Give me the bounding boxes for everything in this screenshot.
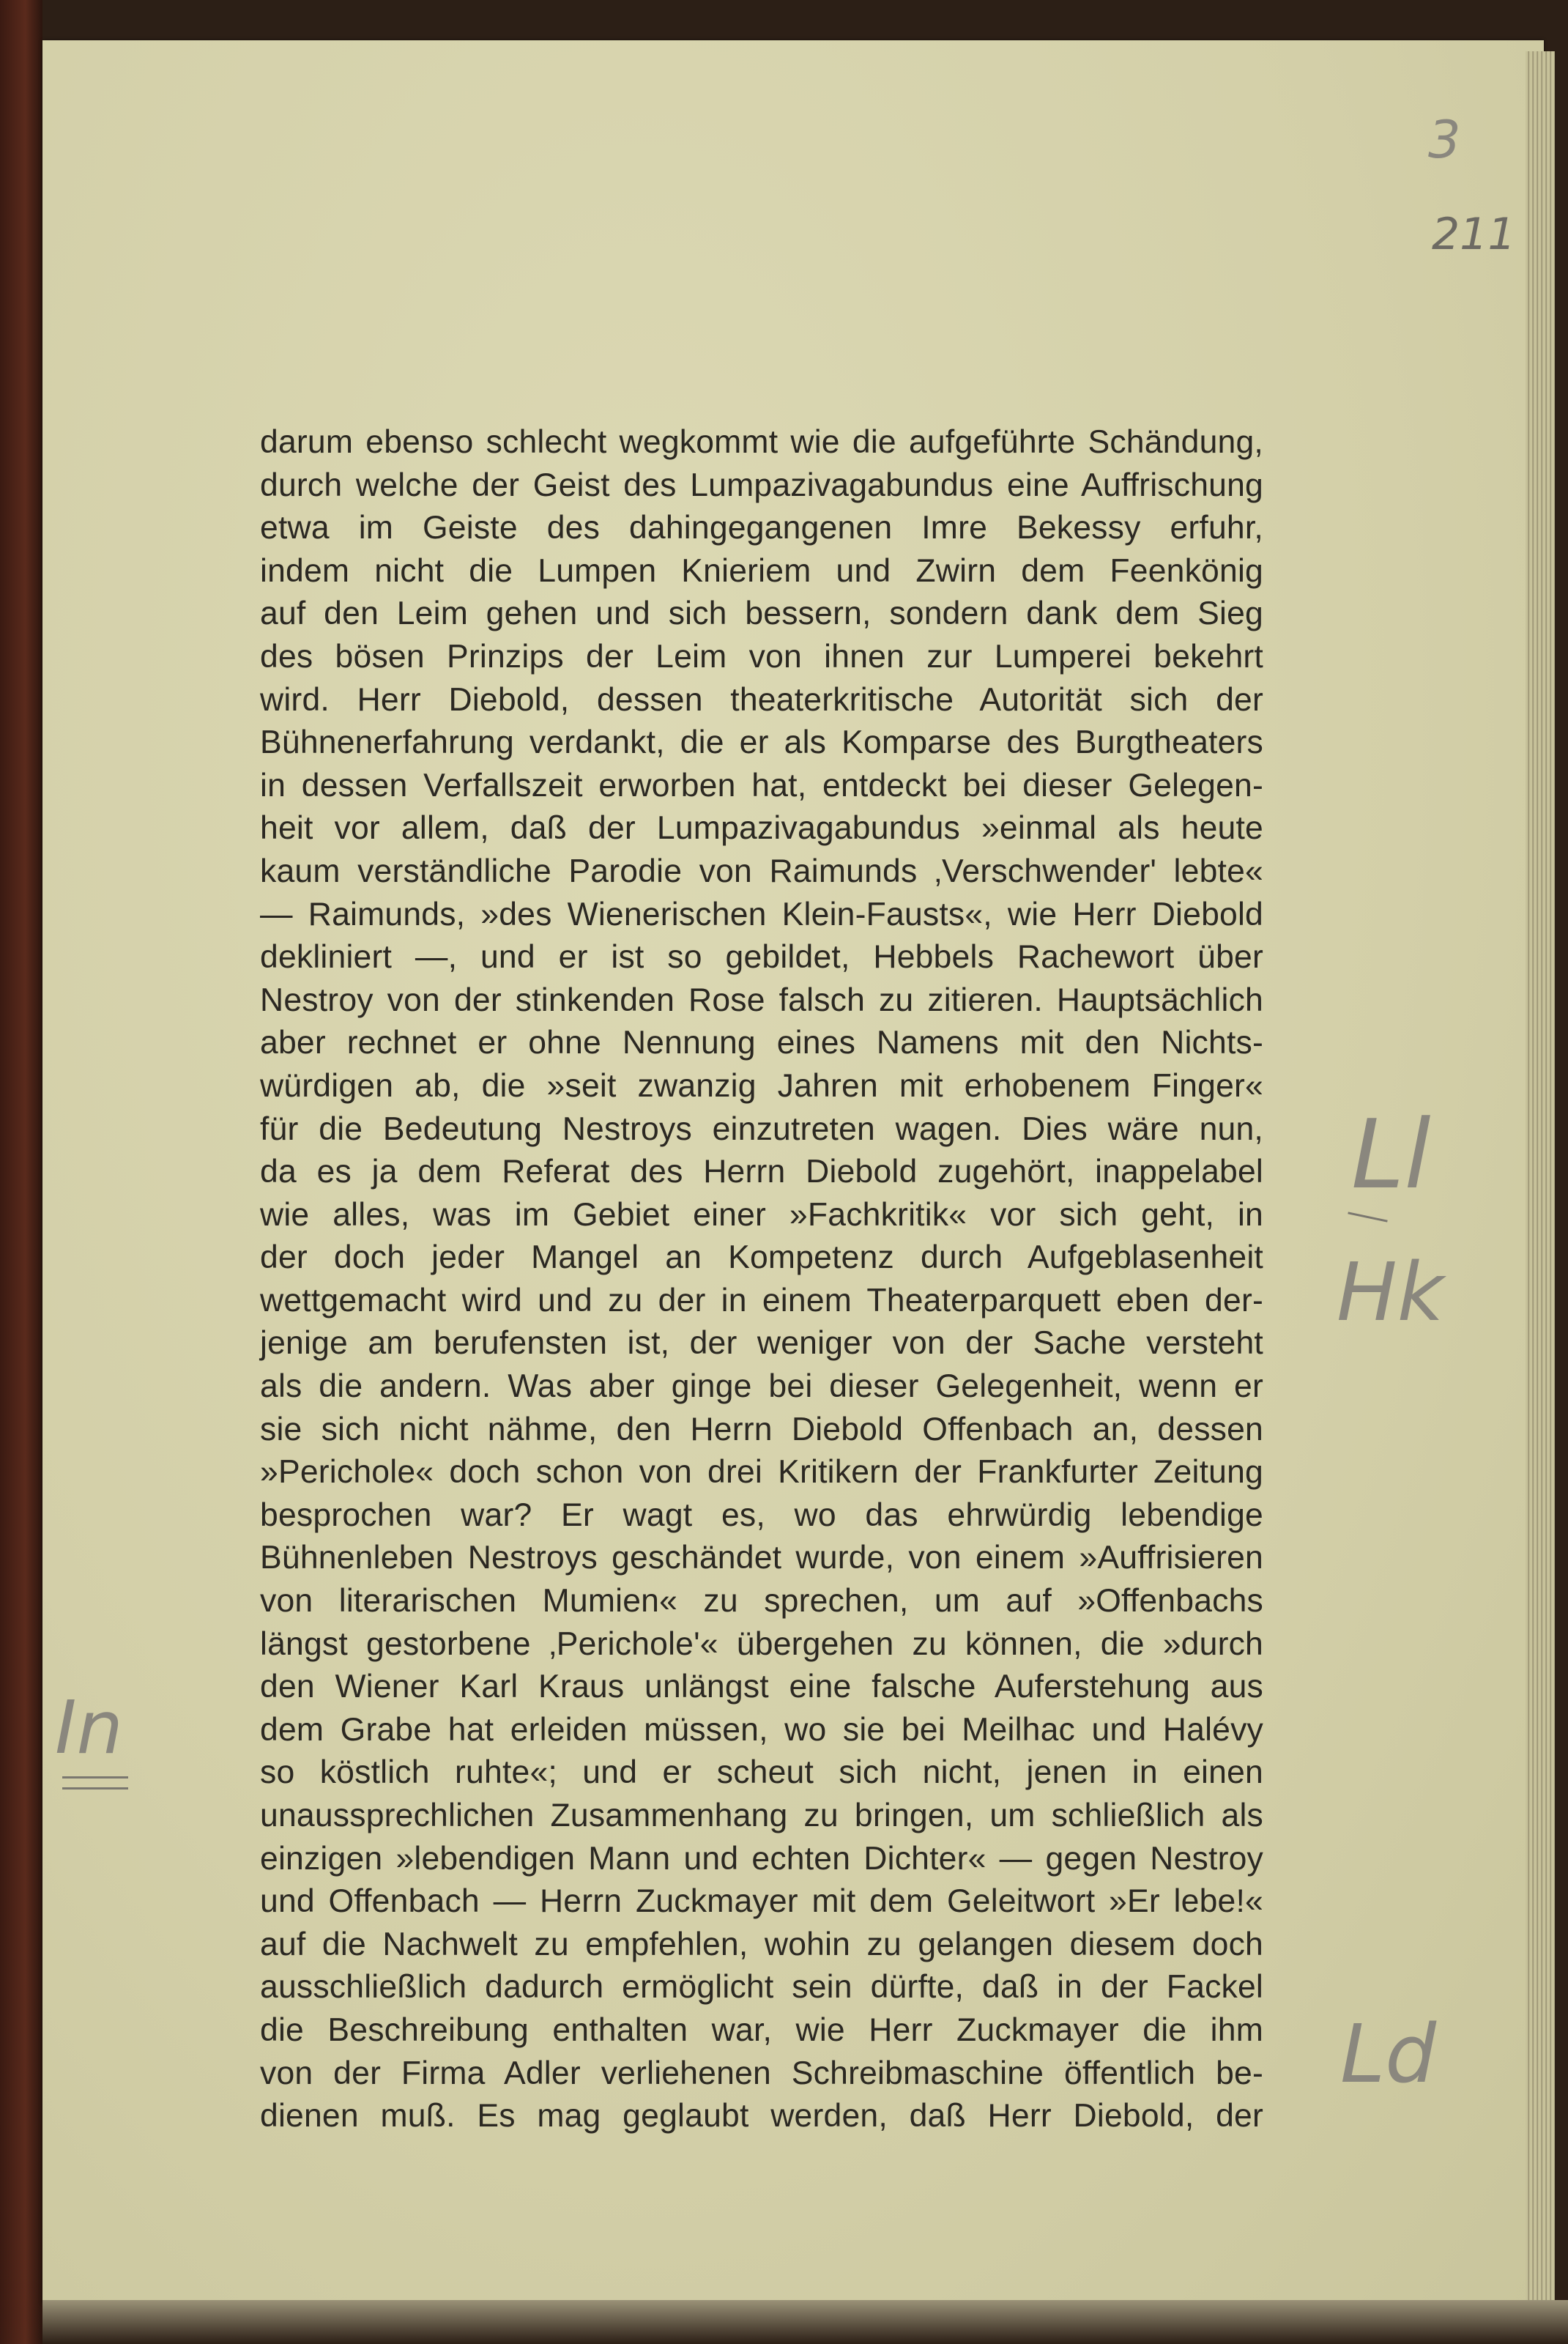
- text-line: als die andern. Was aber ginge bei dieser Gelegenheit, wenn er: [260, 1368, 1263, 1405]
- text-line: für die Bedeutung Nestroys einzutreten wagen. Dies wäre nun,: [260, 1110, 1263, 1147]
- text-line: von literarischen Mumien« zu sprechen, um auf »Offenbachs: [260, 1583, 1263, 1620]
- text-line: Bühnenleben Nestroys geschändet wurde, von einem »Auffrisieren: [260, 1540, 1263, 1576]
- text-line: »Perichole« doch schon von drei Kritikern der Frankfurter Zeitung: [260, 1454, 1263, 1491]
- text-line: kaum verständliche Parodie von Raimunds ‚Verschwender' lebte«: [260, 853, 1263, 889]
- page-bottom-shadow: [42, 2300, 1568, 2344]
- text-line: aber rechnet er ohne Nennung eines Namens mit den Nichts-: [260, 1025, 1263, 1061]
- page-edges: [1526, 51, 1555, 2307]
- text-line: auf die Nachwelt zu empfehlen, wohin zu gelangen diesem doch: [260, 1926, 1263, 1962]
- text-line: ausschließlich dadurch ermöglicht sein dürfte, daß in der Fackel: [260, 1969, 1263, 2006]
- text-line: dekliniert —, und er ist so gebildet, Hebbels Rachewort über: [260, 939, 1263, 976]
- text-line: des bösen Prinzips der Leim von ihnen zur Lumperei bekehrt: [260, 638, 1263, 675]
- margin-mark-in-double-rule-2: [62, 1787, 128, 1789]
- margin-mark-hk: Hk: [1337, 1245, 1444, 1339]
- body-text: [260, 421, 1263, 2138]
- text-line: einzigen »lebendigen Mann und echten Dichter« — gegen Nestroy: [260, 1840, 1263, 1877]
- text-line: durch welche der Geist des Lumpazivagabundus eine Auffrischung: [260, 467, 1263, 503]
- text-line: besprochen war? Er wagt es, wo das ehrwürdig lebendige: [260, 1496, 1263, 1533]
- text-line: dienen muß. Es mag geglaubt werden, daß Herr Diebold, der: [260, 2098, 1263, 2135]
- margin-mark-in-double-rule-1: [62, 1776, 128, 1779]
- text-line: den Wiener Karl Kraus unlängst eine falsche Auferstehung aus: [260, 1669, 1263, 1705]
- text-line: sie sich nicht nähme, den Herrn Diebold Offenbach an, dessen: [260, 1411, 1263, 1447]
- corner-number: 3: [1428, 110, 1461, 170]
- margin-mark-ll: Ll: [1351, 1099, 1431, 1210]
- text-line: jenige am berufensten ist, der weniger von der Sache versteht: [260, 1325, 1263, 1362]
- text-line: Nestroy von der stinkenden Rose falsch zu zitieren. Hauptsächlich: [260, 982, 1263, 1018]
- text-line: darum ebenso schlecht wegkommt wie die aufgeführte Schändung,: [260, 424, 1263, 460]
- text-line: indem nicht die Lumpen Knieriem und Zwirn dem Feenkönig: [260, 552, 1263, 589]
- text-line: unaussprechlichen Zusammenhang zu bringen, um schließlich als: [260, 1798, 1263, 1833]
- text-line: von der Firma Adler verliehenen Schreibmaschine öffentlich be-: [260, 2055, 1263, 2091]
- text-line: wie alles, was im Gebiet einer »Fachkritik« vor sich geht, in: [260, 1196, 1263, 1233]
- text-line: wettgemacht wird und zu der in einem Theaterparquett eben der-: [260, 1282, 1263, 1318]
- text-line: da es ja dem Referat des Herrn Diebold zugehört, inappelabel: [260, 1154, 1263, 1190]
- text-line: der doch jeder Mangel an Kompetenz durch Aufgeblasenheit: [260, 1239, 1263, 1276]
- text-line: dem Grabe hat erleiden müssen, wo sie bei Meilhac und Halévy: [260, 1711, 1263, 1748]
- text-line: in dessen Verfallszeit erworben hat, entdeckt bei dieser Gelegen-: [260, 767, 1263, 804]
- text-line: heit vor allem, daß der Lumpazivagabundus »einmal als heute: [260, 810, 1263, 847]
- text-line: Bühnenerfahrung verdankt, die er als Komparse des Burgtheaters: [260, 724, 1263, 761]
- folio-number: 211: [1432, 209, 1516, 260]
- text-line: etwa im Geiste des dahingegangenen Imre Bekessy erfuhr,: [260, 510, 1263, 546]
- text-line: auf den Leim gehen und sich bessern, sondern dank dem Sieg: [260, 596, 1263, 632]
- text-line: so köstlich ruhte«; und er scheut sich nicht, jenen in einen: [260, 1754, 1263, 1791]
- text-line: und Offenbach — Herrn Zuckmayer mit dem Geleitwort »Er lebe!«: [260, 1883, 1263, 1920]
- binding-board: [0, 0, 42, 2344]
- margin-mark-in: In: [55, 1685, 123, 1770]
- text-line: würdigen ab, die »seit zwanzig Jahren mit erhobenem Finger«: [260, 1067, 1263, 1104]
- text-line: die Beschreibung enthalten war, wie Herr Zuckmayer die ihm: [260, 2011, 1263, 2048]
- margin-mark-ld: Ld: [1340, 2007, 1437, 2101]
- text-line: wird. Herr Diebold, dessen theaterkritische Autorität sich der: [260, 681, 1263, 718]
- text-line: — Raimunds, »des Wienerischen Klein-Fausts«, wie Herr Diebold: [260, 896, 1263, 932]
- text-line: längst gestorbene ‚Perichole'« übergehen zu können, die »durch: [260, 1625, 1263, 1662]
